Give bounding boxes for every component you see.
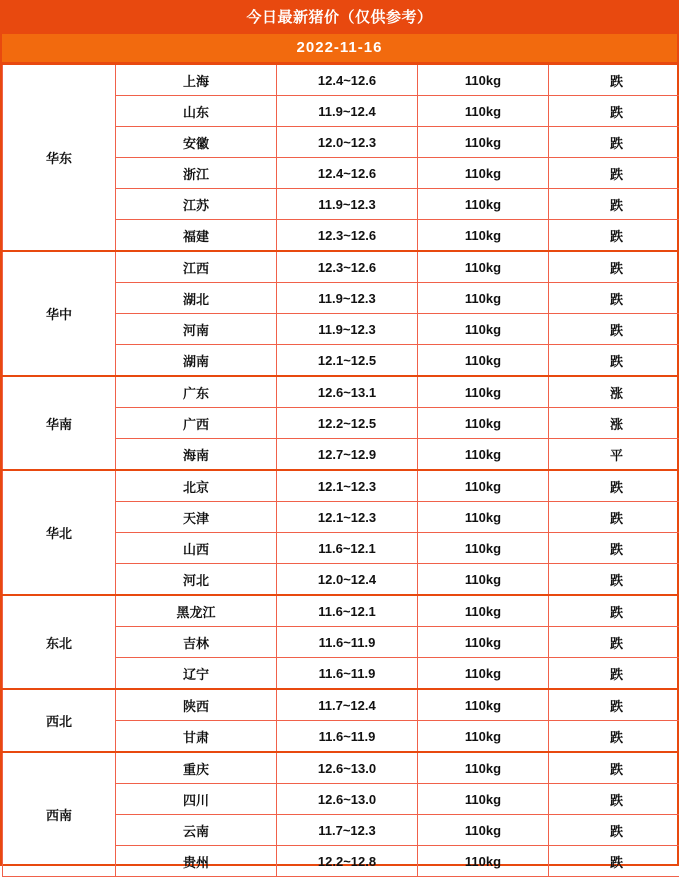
province-cell: 重庆	[116, 752, 277, 784]
trend-cell: 跌	[549, 658, 679, 690]
province-cell: 天津	[116, 502, 277, 533]
price-table-body	[3, 64, 679, 877]
province-cell: 山西	[116, 533, 277, 564]
weight-cell: 110kg	[418, 721, 549, 753]
weight-cell: 110kg	[418, 502, 549, 533]
region-cell: 西北	[3, 689, 116, 752]
province-cell: 湖北	[116, 283, 277, 314]
province-cell: 山东	[116, 96, 277, 127]
price-cell: 12.6~13.1	[277, 376, 418, 408]
price-cell: 12.4~12.6	[277, 64, 418, 96]
price-cell: 12.1~12.3	[277, 502, 418, 533]
price-cell: 11.9~12.3	[277, 283, 418, 314]
province-cell: 甘肃	[116, 721, 277, 753]
weight-cell: 110kg	[418, 784, 549, 815]
price-cell: 11.7~12.4	[277, 689, 418, 721]
trend-cell: 跌	[549, 96, 679, 127]
weight-cell: 110kg	[418, 376, 549, 408]
province-cell: 安徽	[116, 127, 277, 158]
weight-cell: 110kg	[418, 658, 549, 690]
trend-cell: 涨	[549, 408, 679, 439]
trend-cell: 跌	[549, 189, 679, 220]
price-cell: 12.6~13.0	[277, 784, 418, 815]
weight-cell: 110kg	[418, 752, 549, 784]
trend-cell: 跌	[549, 784, 679, 815]
trend-cell: 跌	[549, 127, 679, 158]
province-cell: 江苏	[116, 189, 277, 220]
trend-cell: 跌	[549, 314, 679, 345]
province-cell: 河北	[116, 564, 277, 596]
price-cell: 12.2~12.5	[277, 408, 418, 439]
trend-cell: 跌	[549, 627, 679, 658]
weight-cell: 110kg	[418, 470, 549, 502]
price-cell: 11.9~12.3	[277, 189, 418, 220]
table-row	[3, 376, 679, 408]
province-cell: 陕西	[116, 689, 277, 721]
price-cell: 11.6~11.9	[277, 627, 418, 658]
weight-cell: 110kg	[418, 533, 549, 564]
trend-cell: 跌	[549, 595, 679, 627]
province-cell: 辽宁	[116, 658, 277, 690]
weight-cell: 110kg	[418, 283, 549, 314]
weight-cell: 110kg	[418, 314, 549, 345]
table-row	[3, 470, 679, 502]
weight-cell: 110kg	[418, 127, 549, 158]
province-cell: 吉林	[116, 627, 277, 658]
trend-cell: 跌	[549, 564, 679, 596]
price-cell: 12.3~12.6	[277, 251, 418, 283]
table-row	[3, 251, 679, 283]
price-cell: 11.6~12.1	[277, 533, 418, 564]
price-cell: 12.0~12.4	[277, 564, 418, 596]
weight-cell: 110kg	[418, 345, 549, 377]
table-row	[3, 752, 679, 784]
trend-cell: 跌	[549, 815, 679, 846]
weight-cell: 110kg	[418, 408, 549, 439]
weight-cell: 110kg	[418, 439, 549, 471]
price-cell: 12.7~12.9	[277, 439, 418, 471]
weight-cell: 110kg	[418, 595, 549, 627]
trend-cell: 跌	[549, 158, 679, 189]
province-cell: 广西	[116, 408, 277, 439]
table-row	[3, 64, 679, 96]
weight-cell: 110kg	[418, 627, 549, 658]
price-cell: 12.3~12.6	[277, 220, 418, 252]
trend-cell: 跌	[549, 64, 679, 96]
province-cell: 福建	[116, 220, 277, 252]
trend-cell: 跌	[549, 283, 679, 314]
trend-cell: 跌	[549, 345, 679, 377]
price-cell: 11.6~12.1	[277, 595, 418, 627]
weight-cell: 110kg	[418, 564, 549, 596]
weight-cell: 110kg	[418, 846, 549, 877]
price-cell: 11.9~12.3	[277, 314, 418, 345]
province-cell: 云南	[116, 815, 277, 846]
price-cell: 11.6~11.9	[277, 721, 418, 753]
price-cell: 12.1~12.5	[277, 345, 418, 377]
trend-cell: 跌	[549, 220, 679, 252]
province-cell: 广东	[116, 376, 277, 408]
table-row	[3, 689, 679, 721]
region-cell: 华南	[3, 376, 116, 470]
weight-cell: 110kg	[418, 64, 549, 96]
trend-cell: 跌	[549, 502, 679, 533]
region-cell: 华东	[3, 64, 116, 251]
page-title: 今日最新猪价（仅供参考）	[2, 2, 677, 34]
price-cell: 12.2~12.8	[277, 846, 418, 877]
weight-cell: 110kg	[418, 158, 549, 189]
province-cell: 海南	[116, 439, 277, 471]
price-cell: 12.4~12.6	[277, 158, 418, 189]
date-bar: 2022-11-16	[2, 34, 677, 63]
trend-cell: 跌	[549, 721, 679, 753]
region-cell: 西南	[3, 752, 116, 877]
price-cell: 12.0~12.3	[277, 127, 418, 158]
weight-cell: 110kg	[418, 220, 549, 252]
trend-cell: 跌	[549, 752, 679, 784]
province-cell: 浙江	[116, 158, 277, 189]
price-cell: 11.6~11.9	[277, 658, 418, 690]
price-cell: 12.6~13.0	[277, 752, 418, 784]
trend-cell: 跌	[549, 846, 679, 877]
province-cell: 贵州	[116, 846, 277, 877]
province-cell: 江西	[116, 251, 277, 283]
price-cell: 11.7~12.3	[277, 815, 418, 846]
trend-cell: 跌	[549, 689, 679, 721]
province-cell: 上海	[116, 64, 277, 96]
price-table	[2, 63, 679, 877]
province-cell: 湖南	[116, 345, 277, 377]
weight-cell: 110kg	[418, 189, 549, 220]
region-cell: 华北	[3, 470, 116, 595]
province-cell: 河南	[116, 314, 277, 345]
weight-cell: 110kg	[418, 689, 549, 721]
weight-cell: 110kg	[418, 251, 549, 283]
region-cell: 华中	[3, 251, 116, 376]
table-row	[3, 595, 679, 627]
trend-cell: 跌	[549, 251, 679, 283]
province-cell: 北京	[116, 470, 277, 502]
price-cell: 11.9~12.4	[277, 96, 418, 127]
trend-cell: 跌	[549, 533, 679, 564]
trend-cell: 涨	[549, 376, 679, 408]
region-cell: 东北	[3, 595, 116, 689]
province-cell: 黑龙江	[116, 595, 277, 627]
weight-cell: 110kg	[418, 815, 549, 846]
trend-cell: 平	[549, 439, 679, 471]
province-cell: 四川	[116, 784, 277, 815]
trend-cell: 跌	[549, 470, 679, 502]
weight-cell: 110kg	[418, 96, 549, 127]
price-cell: 12.1~12.3	[277, 470, 418, 502]
